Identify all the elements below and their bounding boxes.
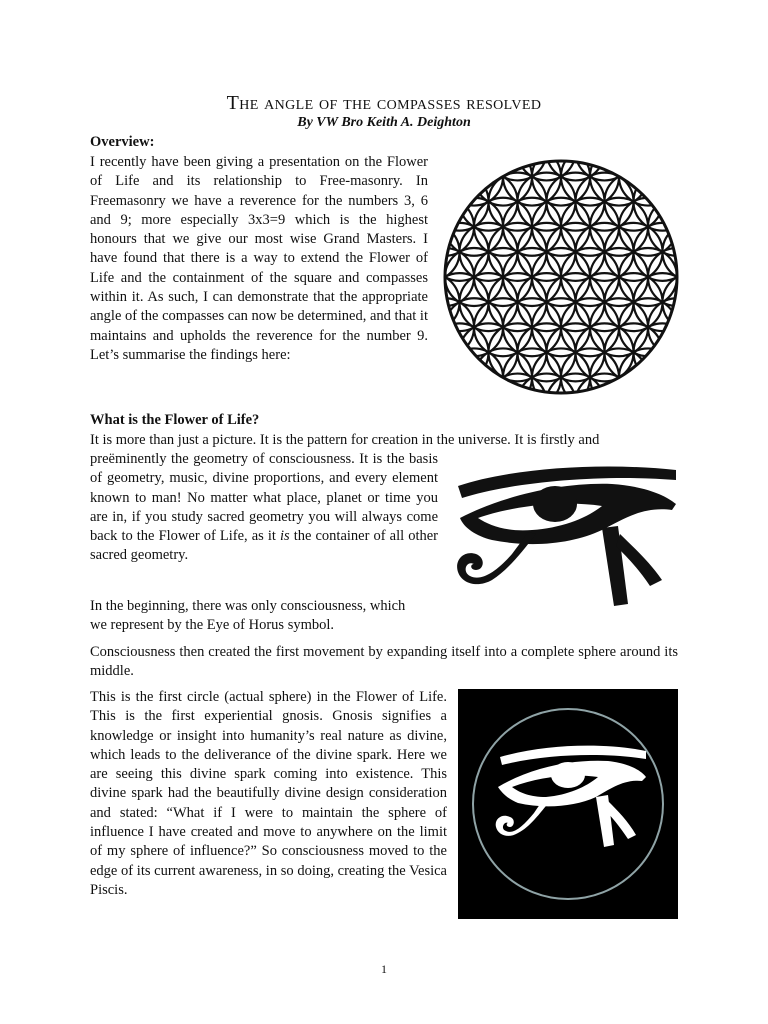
flower-circle [634,323,681,381]
eye-of-horus-figure [452,456,680,618]
eye-of-horus-circle-icon [458,689,678,919]
first-circle-paragraph: This is the first circle (actual sphere) in the Flower of Life. This is the first experiential gnosis. Gnosis signifies a knowledge or insight into humanity’s real nature as divine, which leads to the deliverance of the divine spark. Here we are seeing this divine spark coming into existence. This divine spark had the beautifully divine design consideration and stated: “What if I were to maintain the sphere of influence I have created and move to anywhere on the limit of my sphere of influence?” So consciousness moved to the edge of its current awareness, in so doing, creating the Vesica Piscis. [90,689,447,898]
overview-heading: Overview: [90,134,155,150]
flower-circle [442,173,489,231]
flower-circle [460,158,518,180]
flower-heading: What is the Flower of Life? [90,412,260,428]
flower-paragraph: preëminently the geometry of consciousness. It is the basis of geometry, music, divine proportions, and every element known to man! No matter what place, planet or time you are in, if you study sacred geometry you will always come back to the Flower of Life, as it is the container of all other sacred geometry. [90,451,438,564]
page-title: The angle of the compasses resolved [226,92,542,114]
eye-of-horus-icon [452,456,680,618]
flower-of-life-icon [442,158,680,396]
beginning-paragraph: In the beginning, there was only consciousness, which we represent by the Eye of Horus symbol. [90,598,406,634]
flower-of-life-figure [442,158,680,396]
flower-lead-line: It is more than just a picture. It is the pattern for creation in the universe. It is firstly and [90,432,600,448]
author-byline: By VW Bro Keith A. Deighton [297,115,471,130]
page-number: 1 [381,962,387,976]
flower-circle [605,374,663,396]
movement-paragraph: Consciousness then created the first movement by expanding itself into a complete sphere around its middle. [90,644,678,680]
overview-paragraph: I recently have been giving a presentation on the Flower of Life and its relationship to Free-masonry. In Freemasonry we have a reverence for the numbers 3, 6 and 9; more especially 3x3=9 which is the highest honours that we give our most wise Grand Masters. I have found that there is a way to extend the Flower of Life and the containment of the square and compasses within it. As such, I can demonstrate that the appropriate angle of the compasses can now be determined, and that it maintains and upholds the reverence for the number 9. Let’s summarise the findings here: [90,154,428,363]
flower-circle [442,323,489,381]
flower-circle [460,374,518,396]
flower-circle [634,173,681,231]
italic-emphasis: is [279,528,290,545]
eye-of-horus-circle-figure [458,689,678,919]
flower-circle [605,158,663,180]
